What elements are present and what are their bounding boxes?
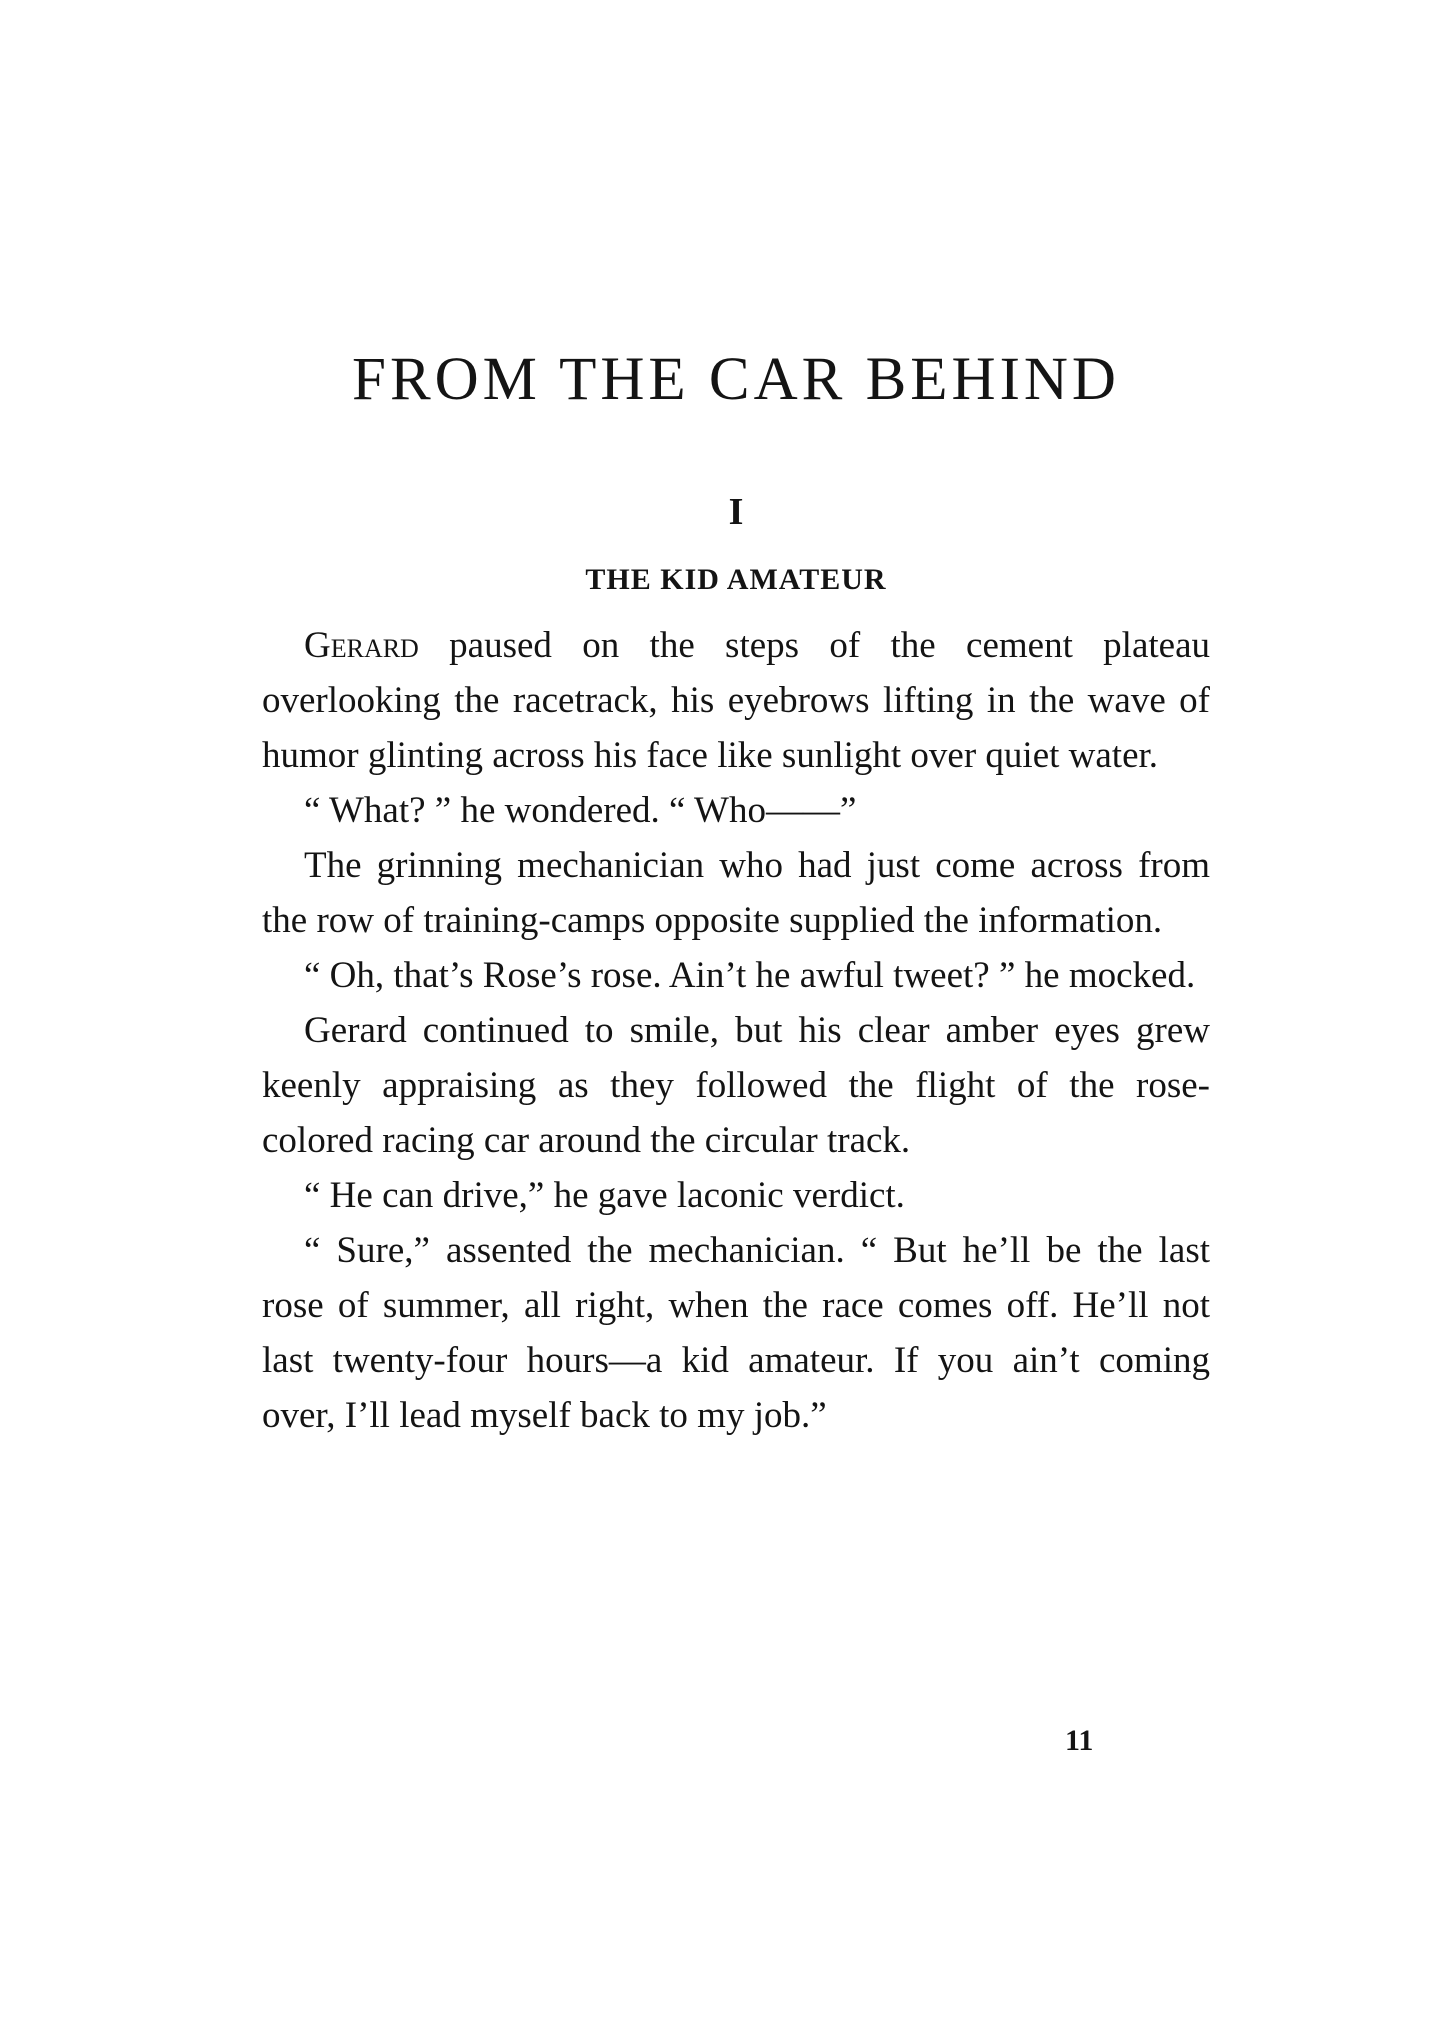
paragraph-2: “ What? ” he wondered. “ Who——” xyxy=(304,790,857,831)
book-title: FROM THE CAR BEHIND xyxy=(352,346,1120,413)
paragraph-5: Gerard continued to smile, but his clear amber eyes grew keenly appraising as they followed the flight of the rose-colored racing car around the circular track. xyxy=(262,1010,1210,1161)
paragraph-4: “ Oh, that’s Rose’s rose. Ain’t he awful tweet? ” he mocked. xyxy=(304,955,1196,996)
paragraph-lead-word: Gerard xyxy=(304,625,419,666)
paragraph-text: paused on the steps of the cement plateau overlooking the racetrack, his eyebrows lifting in the wave of humor glinting across his face like sunlight over quiet water. xyxy=(262,625,1210,776)
chapter-number: I xyxy=(728,491,744,533)
paragraph-3: The grinning mechanician who had just come across from the row of training-camps opposite supplied the information. xyxy=(262,845,1210,941)
chapter-body xyxy=(262,618,1210,1443)
chapter-title: THE KID AMATEUR xyxy=(585,563,887,596)
paragraph-6: “ He can drive,” he gave laconic verdict. xyxy=(304,1175,905,1216)
page-number: 11 xyxy=(1065,1724,1094,1757)
paragraph-7: “ Sure,” assented the mechanician. “ But he’ll be the last rose of summer, all right, when the race comes off. He’ll not last twenty-four hours—a kid amateur. If you ain’t coming over, I’ll lead myself back to my job.” xyxy=(262,1230,1210,1436)
paragraph-1 xyxy=(262,618,1210,783)
